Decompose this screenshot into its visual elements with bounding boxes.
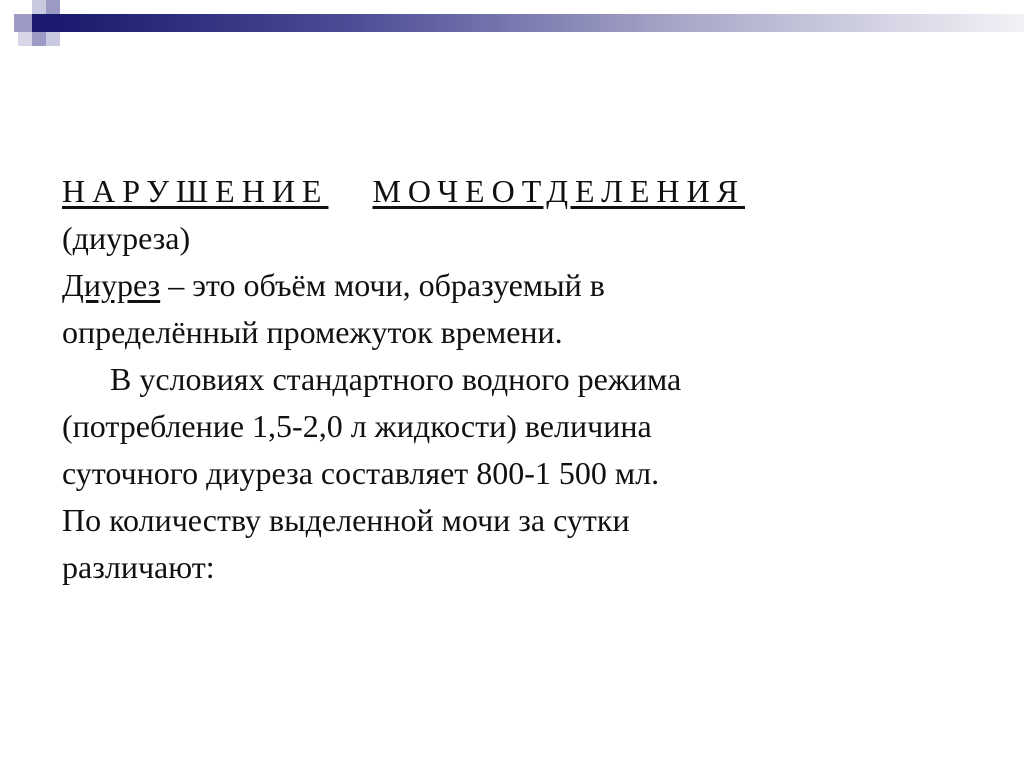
deco-square <box>46 32 60 46</box>
closing-line-1: По количеству выделенной мочи за сутки <box>62 502 630 538</box>
deco-square <box>32 0 46 14</box>
slide-heading <box>62 168 962 215</box>
heading-subtitle: (диуреза) <box>62 220 191 256</box>
deco-square <box>32 14 60 32</box>
slide-body <box>62 168 962 591</box>
deco-square <box>18 32 32 46</box>
definition-term: Диурез <box>62 267 161 303</box>
definition-line-1 <box>62 262 962 309</box>
heading-word-1: НАРУШЕНИЕ <box>62 173 329 209</box>
header-decoration <box>0 0 1024 60</box>
deco-square <box>14 14 32 32</box>
closing-line-2: различают: <box>62 549 215 585</box>
definition-line-2: определённый промежуток времени. <box>62 314 563 350</box>
header-gradient-bar <box>60 14 1024 32</box>
definition-text: – это объём мочи, образуемый в <box>160 267 605 303</box>
paragraph-line-1: В условиях стандартного водного режима <box>110 361 682 397</box>
paragraph-line-3: суточного диуреза составляет 800-1 500 мл. <box>62 455 660 491</box>
deco-square <box>46 0 60 14</box>
paragraph-line-2: (потребление 1,5-2,0 л жидкости) величина <box>62 408 652 444</box>
heading-word-2: МОЧЕОТДЕЛЕНИЯ <box>372 173 745 209</box>
